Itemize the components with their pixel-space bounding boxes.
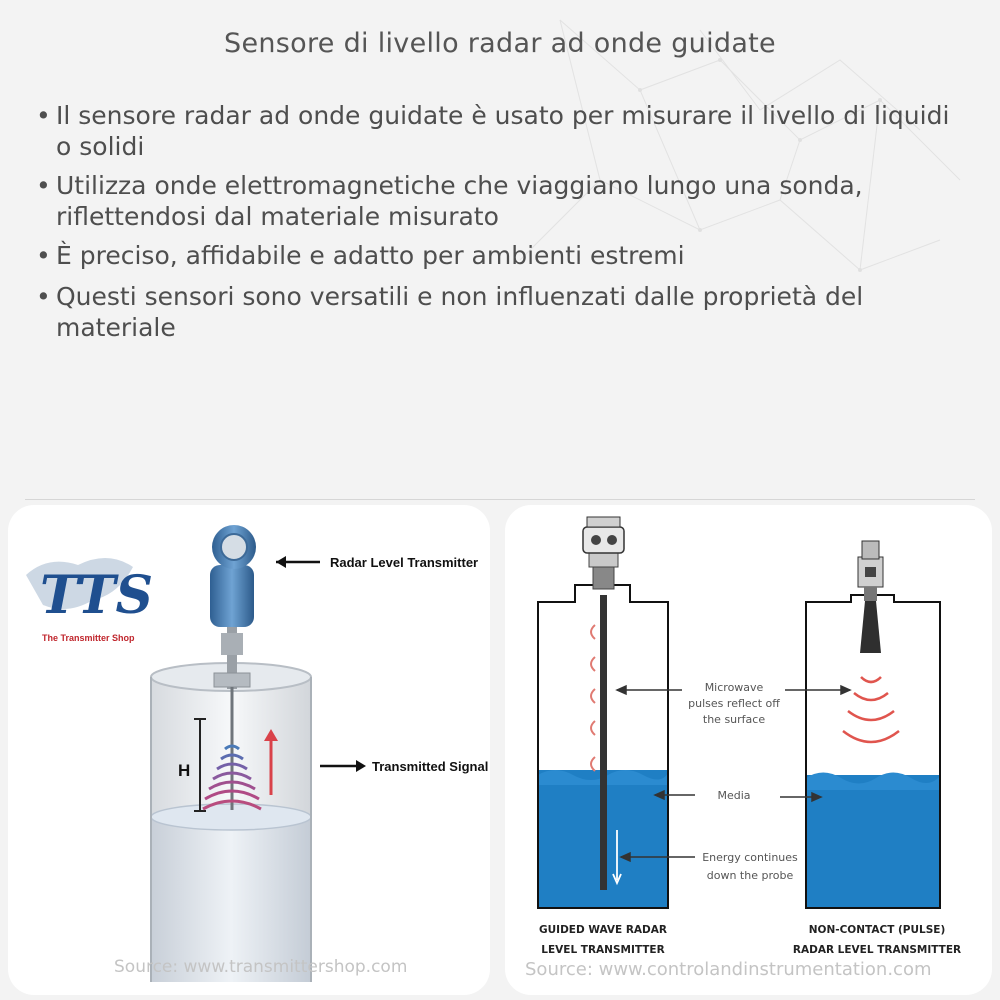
non-contact-tank [806,541,940,908]
microwave-label-line1: Microwave [704,681,764,694]
media-label: Media [717,789,751,802]
guided-radar-tank-illustration [8,505,490,995]
left-diagram-panel [8,505,490,995]
microwave-label-line2: pulses reflect off [688,697,780,710]
microwave-label-line3: the surface [702,713,766,726]
radar-comparison-diagram [505,505,992,995]
logo-caption: The Transmitter Shop [42,633,135,643]
tts-logo [26,558,153,643]
signal-callout [320,759,488,774]
bullet-item: • Questi sensori sono versatili e non influenzati dalle proprietà del materiale [36,282,864,342]
height-label: H [178,761,191,780]
bullet-item: • Utilizza onde elettromagnetiche che viaggiano lungo una sonda, riflettendosi dal materiale misurato [36,171,863,231]
bullet-text: Questi sensori sono versatili e non influenzati dalle proprietà del materiale [56,282,864,342]
guided-wave-tank [538,517,668,908]
right-diagram-panel [505,505,992,995]
bullet-text: Il sensore radar ad onde guidate è usato per misurare il livello di liquidi o solidi [56,101,950,161]
transmitter-callout [276,555,478,570]
transmitter-label: Radar Level Transmitter [330,555,479,570]
guided-caption-line2: LEVEL TRANSMITTER [541,944,665,956]
right-source-credit: Source: www.controlandinstrumentation.com [525,959,932,980]
noncontact-caption-line1: NON-CONTACT (PULSE) [808,924,946,936]
energy-label-line2: down the probe [706,869,794,882]
signal-label: Transmitted Signal [372,759,489,774]
energy-label-line1: Energy continues [702,851,798,864]
logo-letters: TTS [40,565,154,626]
page-title: Sensore di livello radar ad onde guidate [224,28,776,59]
bullet-item: • Il sensore radar ad onde guidate è usato per misurare il livello di liquidi o solidi [36,101,950,161]
guided-caption-line1: GUIDED WAVE RADAR [539,924,667,936]
bullet-item: • È preciso, affidabile e adatto per ambienti estremi [36,241,685,270]
bullet-list [36,100,966,351]
bullet-text: Utilizza onde elettromagnetiche che viaggiano lungo una sonda, riflettendosi dal materiale misurato [56,171,863,231]
left-source-credit: Source: www.transmittershop.com [114,957,408,977]
section-divider [25,499,975,500]
bullet-text: È preciso, affidabile e adatto per ambienti estremi [56,241,685,270]
noncontact-caption-line2: RADAR LEVEL TRANSMITTER [792,944,962,956]
